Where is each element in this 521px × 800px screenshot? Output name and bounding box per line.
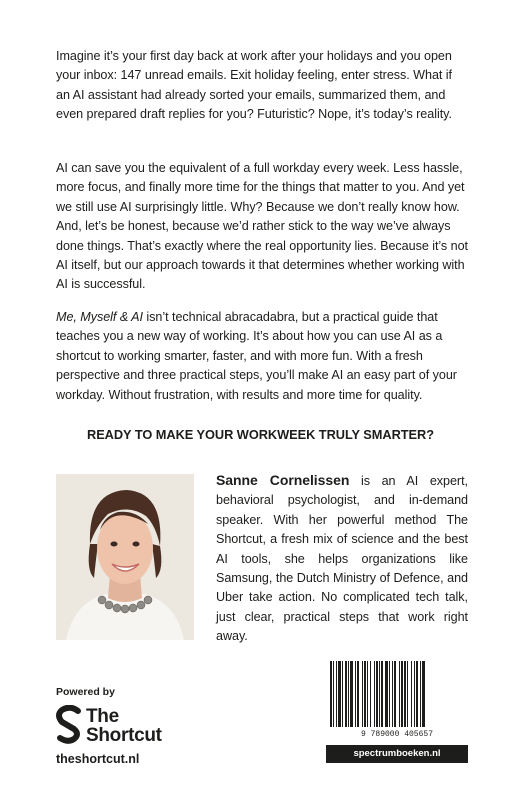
author-photo [56,474,194,640]
benefit-paragraph: AI can save you the equivalent of a full workday every week. Less hassle, more focus, and finally more time for the things that matter to you. And yet we still use AI surprisingly little. Why? Because we don’t really know how. And, let’s be honest, because we’d rather stick to the way we’ve always done things. That’s exactly where the real opportunity lies. Because it’s not AI itself, but our approach towards it that determines whether working with AI is successful. [56,161,468,292]
logo-wordmark [86,707,162,745]
publisher-url: spectrumboeken.nl [326,745,468,763]
logo-line-1: The [86,706,119,727]
isbn-barcode [326,659,468,739]
powered-by-label: Powered by [56,686,115,698]
isbn-digits: 9 789000 405657 [360,730,434,739]
logo-line-2: Shortcut [86,725,162,746]
book-description-text: isn’t technical abracadabra, but a practical guide that teaches you a new way of working. It’s about how you can use AI as a shortcut to working smarter, faster, and with more fun. With a fresh perspective and three practical steps, you’ll make AI an easy part of your workday. Without frustration, with results and more time for quality. [56,310,457,402]
author-bio [216,471,468,647]
shortcut-s-icon [56,705,84,745]
intro-paragraph: Imagine it’s your first day back at work after your holidays and you open your inbox: 147 unread emails. Exit holiday feeling, enter stress. What if an AI assistant had already sorted your emails, summarized them, and even prepared draft replies for you? Futuristic? Nope, it’s today’s reality. [56,49,453,122]
author-bio-text: is an AI expert, behavioral psychologist, and in-demand speaker. With her powerful method The Shortcut, a fresh mix of science and the best AI tools, she helps organizations like Samsung, the Dutch Ministry of Defence, and Uber take action. No complicated tech talk, just clear, practical steps that work right away. [216,474,468,644]
book-title: Me, Myself & AI [56,310,143,324]
call-to-action-heading: READY TO MAKE YOUR WORKWEEK TRULY SMARTER? [87,427,434,442]
website-link: theshortcut.nl [56,752,140,766]
book-description-paragraph [56,308,468,405]
author-name: Sanne Cornelissen [216,472,350,488]
